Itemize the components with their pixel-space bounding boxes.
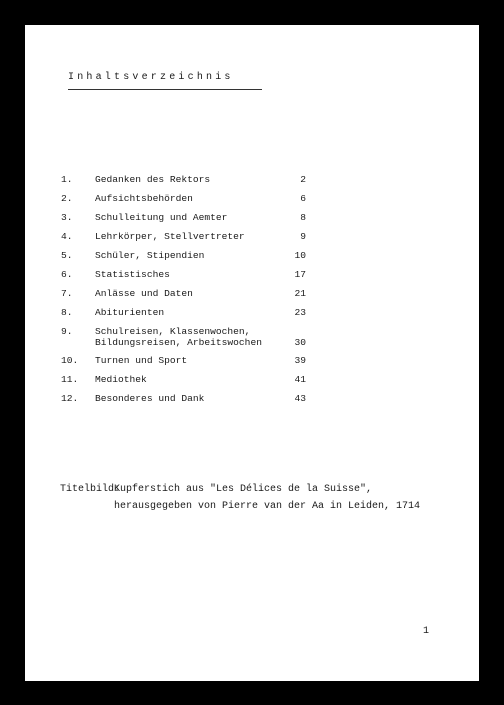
toc-number: 6. bbox=[61, 269, 73, 280]
toc-page: 23 bbox=[294, 307, 306, 318]
toc-page: 2 bbox=[300, 174, 306, 185]
toc-number: 5. bbox=[61, 250, 73, 261]
toc-label: Gedanken des Rektors bbox=[95, 174, 211, 185]
title-underline bbox=[68, 89, 262, 90]
toc-number: 12. bbox=[61, 393, 79, 404]
toc-label: Lehrkörper, Stellvertreter bbox=[95, 231, 245, 242]
toc-label: Schulleitung und Aemter bbox=[95, 212, 228, 223]
toc-number: 11. bbox=[61, 374, 79, 385]
toc-page: 41 bbox=[294, 374, 306, 385]
page-number: 1 bbox=[423, 626, 430, 637]
toc-page: 43 bbox=[294, 393, 306, 404]
toc-number: 8. bbox=[61, 307, 73, 318]
toc-number: 4. bbox=[61, 231, 73, 242]
toc-number: 1. bbox=[61, 174, 73, 185]
toc-number: 2. bbox=[61, 193, 73, 204]
toc-label: Schüler, Stipendien bbox=[95, 250, 205, 261]
toc-label: Schulreisen, Klassenwochen, Bildungsreisen, Arbeitswochen bbox=[95, 326, 262, 348]
toc-page: 21 bbox=[294, 288, 306, 299]
toc-label: Aufsichtsbehörden bbox=[95, 193, 193, 204]
toc-label: Besonderes und Dank bbox=[95, 393, 205, 404]
page-title: Inhaltsverzeichnis bbox=[68, 72, 234, 83]
toc-page: 10 bbox=[294, 250, 306, 261]
toc-label: Anlässe und Daten bbox=[95, 288, 193, 299]
toc-page: 39 bbox=[294, 355, 306, 366]
toc-page: 8 bbox=[300, 212, 306, 223]
caption-line-2: herausgegeben von Pierre van der Aa in Leiden, 1714 bbox=[114, 501, 421, 512]
toc-number: 7. bbox=[61, 288, 73, 299]
toc-number: 9. bbox=[61, 326, 73, 337]
toc-page: 17 bbox=[294, 269, 306, 280]
toc-label: Statistisches bbox=[95, 269, 170, 280]
toc-label: Mediothek bbox=[95, 374, 147, 385]
caption-line-1: Kupferstich aus "Les Délices de la Suisse", bbox=[114, 484, 373, 495]
toc-label: Turnen und Sport bbox=[95, 355, 188, 366]
document-page bbox=[25, 25, 479, 681]
toc-number: 10. bbox=[61, 355, 79, 366]
toc-number: 3. bbox=[61, 212, 73, 223]
toc-page: 9 bbox=[300, 231, 306, 242]
toc-page: 6 bbox=[300, 193, 306, 204]
toc-page: 30 bbox=[294, 337, 306, 348]
toc-label: Abiturienten bbox=[95, 307, 165, 318]
caption-label: Titelbild: bbox=[60, 484, 121, 495]
